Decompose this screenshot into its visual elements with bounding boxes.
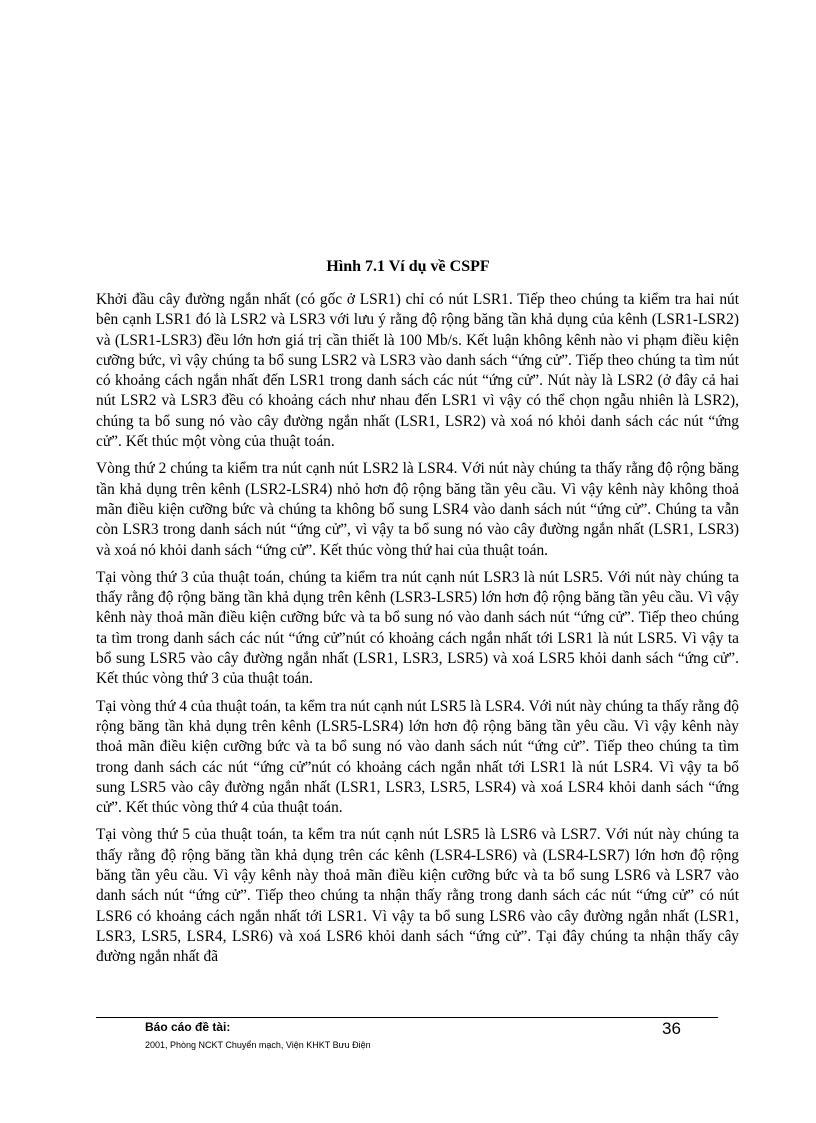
footer-organization: 2001, Phòng NCKT Chuyển mạch, Viện KHKT Bưu Điện	[145, 1040, 371, 1050]
footer-report-title: Báo cáo đề tài:	[145, 1020, 231, 1034]
paragraph-5: Tại vòng thứ 5 của thuật toán, ta kểm tra nút cạnh nút LSR5 là LSR6 và LSR7. Với nút này chúng ta thấy rằng độ rộng băng tần khả dụng trên các kênh (LSR4-LSR6) và (LSR4-LSR7) lớn hơn độ rộng băng tần yêu cầu. Vì vậy kênh này thoả mãn điều kiện cưỡng bức và ta bổ sung LSR6 và LSR7 vào danh sách nút “ứng cử”. Tiếp theo chúng ta nhận thấy rằng trong danh sách các nút “ứng cử” có nút LSR6 có khoảng cách ngắn nhất tới LSR1. Vì vậy ta bổ sung LSR6 vào cây đường ngắn nhất (LSR1, LSR3, LSR5, LSR4, LSR6) và xoá LSR6 khỏi danh sách “ứng cử”. Tại đây chúng ta nhận thấy cây đường ngắn nhất đã	[96, 826, 739, 966]
page-number: 36	[662, 1019, 681, 1038]
figure-caption: Hình 7.1 Ví dụ về CSPF	[326, 258, 490, 275]
paragraph-2: Vòng thứ 2 chúng ta kiểm tra nút cạnh nút LSR2 là LSR4. Với nút này chúng ta thấy rằng độ rộng băng tần khả dụng trên kênh (LSR2-LSR4) nhỏ hơn độ rộng băng tần yêu cầu. Vì vậy kênh này không thoả mãn điều kiện cưỡng bức và chúng ta không bổ sung LSR4 vào danh sách nút “ứng cử”. Chúng ta vẫn còn LSR3 trong danh sách nút “ứng cử”, vì vậy ta bổ sung nó vào cây đường ngắn nhất (LSR1, LSR3) và xoá nó khỏi danh sách “ứng cử”. Kết thúc vòng thứ hai của thuật toán.	[96, 460, 739, 559]
paragraph-1: Khởi đầu cây đường ngắn nhất (có gốc ở LSR1) chỉ có nút LSR1. Tiếp theo chúng ta kiểm tra hai nút bên cạnh LSR1 đó là LSR2 và LSR3 với lưu ý rằng độ rộng băng tần khả dụng của kênh (LSR1-LSR2) và (LSR1-LSR3) đều lớn hơn giá trị cần thiết là 100 Mb/s. Kết luận không kênh nào vi phạm điều kiện cưỡng bức, vì vậy chúng ta bổ sung LSR2 và LSR3 vào danh sách “ứng cử”. Tiếp theo chúng ta tìm nút có khoảng cách ngắn nhất đến LSR1 trong danh sách các nút “ứng cử”. Nút này là LSR2 (ở đây cả hai nút LSR2 và LSR3 đều có khoảng cách như nhau đến LSR1 vì vậy có thể chọn ngẫu nhiên là LSR2), chúng ta bổ sung nó vào cây đường ngắn nhất (LSR1, LSR2) và xoá nó khỏi danh sách các nút “ứng cử”. Kết thúc một vòng của thuật toán.	[96, 291, 739, 451]
body-text	[96, 290, 739, 975]
paragraph-3: Tại vòng thứ 3 của thuật toán, chúng ta kiểm tra nút cạnh nút LSR3 là nút LSR5. Với nút này chúng ta thấy rằng độ rộng băng tần khả dụng trên kênh (LSR3-LSR5) lớn hơn độ rộng băng tần yêu cầu. Vì vậy kênh này thoả mãn điều kiện cưỡng bức và ta bổ sung nó vào danh sách nút “ứng cử”. Tiếp theo chúng ta tìm trong danh sách các nút “ứng cử”nút có khoảng cách ngắn nhất tới LSR1 là nút LSR5. Vì vậy ta bổ sung LSR5 vào cây đường ngắn nhất (LSR1, LSR3, LSR5) và xoá LSR5 khỏi danh sách “ứng cử”. Kết thúc vòng thứ 3 của thuật toán.	[96, 568, 739, 688]
paragraph-4: Tại vòng thứ 4 của thuật toán, ta kểm tra nút cạnh nút LSR5 là LSR4. Với nút này chúng ta thấy rằng độ rộng băng tần khả dụng trên kênh (LSR5-LSR4) lớn hơn độ rộng băng tần yêu cầu. Vì vậy kênh này thoả mãn điều kiện cưỡng bức và ta bổ sung nó vào danh sách nút “ứng cử”. Tiếp theo chúng ta tìm trong danh sách các nút “ứng cử”nút có khoảng cách ngắn nhất tới LSR1 là nút LSR4. Vì vậy ta bổ sung LSR5 vào cây đường ngắn nhất (LSR1, LSR3, LSR5, LSR4) và xoá LSR4 khỏi danh sách “ứng cử”. Kết thúc vòng thứ 4 của thuật toán.	[96, 697, 739, 817]
footer-divider	[96, 1017, 718, 1018]
